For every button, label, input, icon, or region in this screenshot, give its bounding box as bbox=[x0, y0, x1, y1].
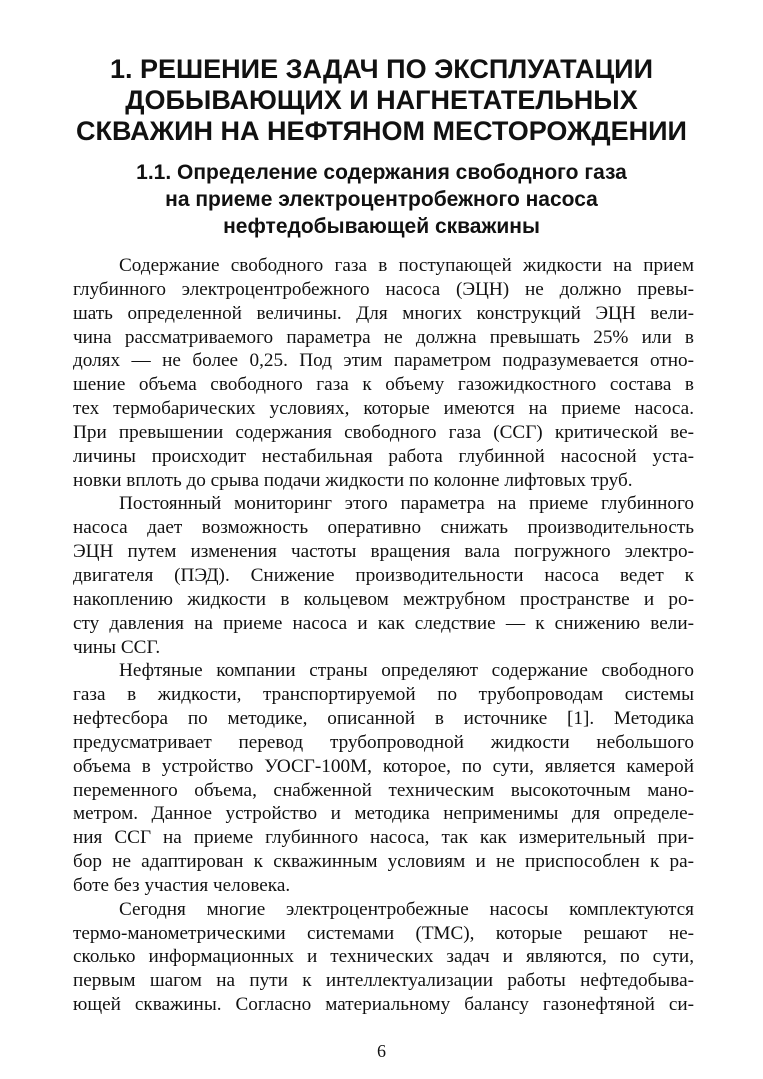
text-line: нефтесбора по методике, описанной в источнике [1]. Методика bbox=[73, 708, 694, 730]
text-line: ющей скважины. Согласно материальному балансу газонефтяной си- bbox=[73, 994, 694, 1016]
chapter-title-line: СКВАЖИН НА НЕФТЯНОМ МЕСТОРОЖДЕНИИ bbox=[76, 116, 687, 146]
paragraph bbox=[73, 492, 694, 659]
text-line: насоса дает возможность оперативно снижать производительность bbox=[73, 517, 694, 539]
text-line: шение объема свободного газа к объему газожидкостного состава в bbox=[73, 374, 694, 396]
paragraph bbox=[73, 254, 694, 492]
text-line: тех термобарических условиях, которые имеются на приеме насоса. bbox=[73, 398, 694, 420]
page-number: 6 bbox=[377, 1041, 386, 1061]
text-line: новки вплоть до срыва подачи жидкости по колонне лифтовых труб. bbox=[73, 469, 633, 491]
section-title-line: нефтедобывающей скважины bbox=[223, 215, 540, 238]
text-line: сколько информационных и технических задач и являются, по сути, bbox=[73, 946, 694, 968]
chapter-title-line: 1. РЕШЕНИЕ ЗАДАЧ ПО ЭКСПЛУАТАЦИИ bbox=[110, 54, 653, 84]
text-line: объема в устройство УОСГ-100М, которое, по сути, является камерой bbox=[73, 755, 694, 777]
text-line: накоплению жидкости в кольцевом межтрубном пространстве и ро- bbox=[73, 588, 694, 610]
text-line: Нефтяные компании страны определяют содержание свободного bbox=[119, 660, 694, 682]
text-line: чина рассматриваемого параметра не должна превышать 25% или в bbox=[73, 326, 694, 348]
text-line: газа в жидкости, транспортируемой по трубопроводам системы bbox=[73, 684, 694, 706]
text-line: чины ССГ. bbox=[73, 636, 161, 658]
text-line: первым шагом на пути к интеллектуализации работы нефтедобыва- bbox=[73, 970, 694, 992]
text-line: сту давления на приеме насоса и как следствие — к снижению вели- bbox=[73, 612, 694, 634]
paragraph bbox=[73, 898, 694, 1017]
section-title bbox=[60, 159, 703, 240]
text-line: переменного объема, снабженной техническим высокоточным мано- bbox=[73, 779, 694, 801]
paragraph bbox=[73, 659, 694, 897]
text-line: Сегодня многие электроцентробежные насосы комплектуются bbox=[119, 898, 694, 920]
chapter-title bbox=[60, 54, 703, 147]
body-text bbox=[73, 254, 694, 1017]
text-line: предусматривает перевод трубопроводной жидкости небольшого bbox=[73, 731, 694, 753]
text-line: двигателя (ПЭД). Снижение производительности насоса ведет к bbox=[73, 564, 694, 586]
text-line: термо-манометрическими системами (ТМС), которые решают не- bbox=[73, 922, 694, 944]
text-line: глубинного электроцентробежного насоса (ЭЦН) не должно превы- bbox=[73, 278, 694, 300]
text-line: При превышении содержания свободного газа (ССГ) критической ве- bbox=[73, 421, 694, 443]
text-line: метром. Данное устройство и методика неприменимы для определе- bbox=[73, 803, 694, 825]
text-line: ния ССГ на приеме глубинного насоса, так как измерительный при- bbox=[73, 827, 694, 849]
section-title-line: на приеме электроцентробежного насоса bbox=[165, 188, 598, 211]
section-title-line: 1.1. Определение содержания свободного газа bbox=[136, 161, 627, 184]
text-line: шать определенной величины. Для многих конструкций ЭЦН вели- bbox=[73, 302, 694, 324]
text-line: ЭЦН путем изменения частоты вращения вала погружного электро- bbox=[73, 541, 694, 563]
text-line: Содержание свободного газа в поступающей жидкости на прием bbox=[119, 255, 694, 276]
text-line: долях — не более 0,25. Под этим параметром подразумевается отно- bbox=[73, 350, 694, 372]
text-line: бор не адаптирован к скважинным условиям и не приспособлен к ра- bbox=[73, 851, 694, 873]
text-line: боте без участия человека. bbox=[73, 874, 291, 896]
chapter-title-line: ДОБЫВАЮЩИХ И НАГНЕТАТЕЛЬНЫХ bbox=[125, 85, 638, 115]
text-line: личины происходит нестабильная работа глубинной насосной уста- bbox=[73, 445, 694, 467]
text-line: Постоянный мониторинг этого параметра на приеме глубинного bbox=[119, 493, 694, 515]
